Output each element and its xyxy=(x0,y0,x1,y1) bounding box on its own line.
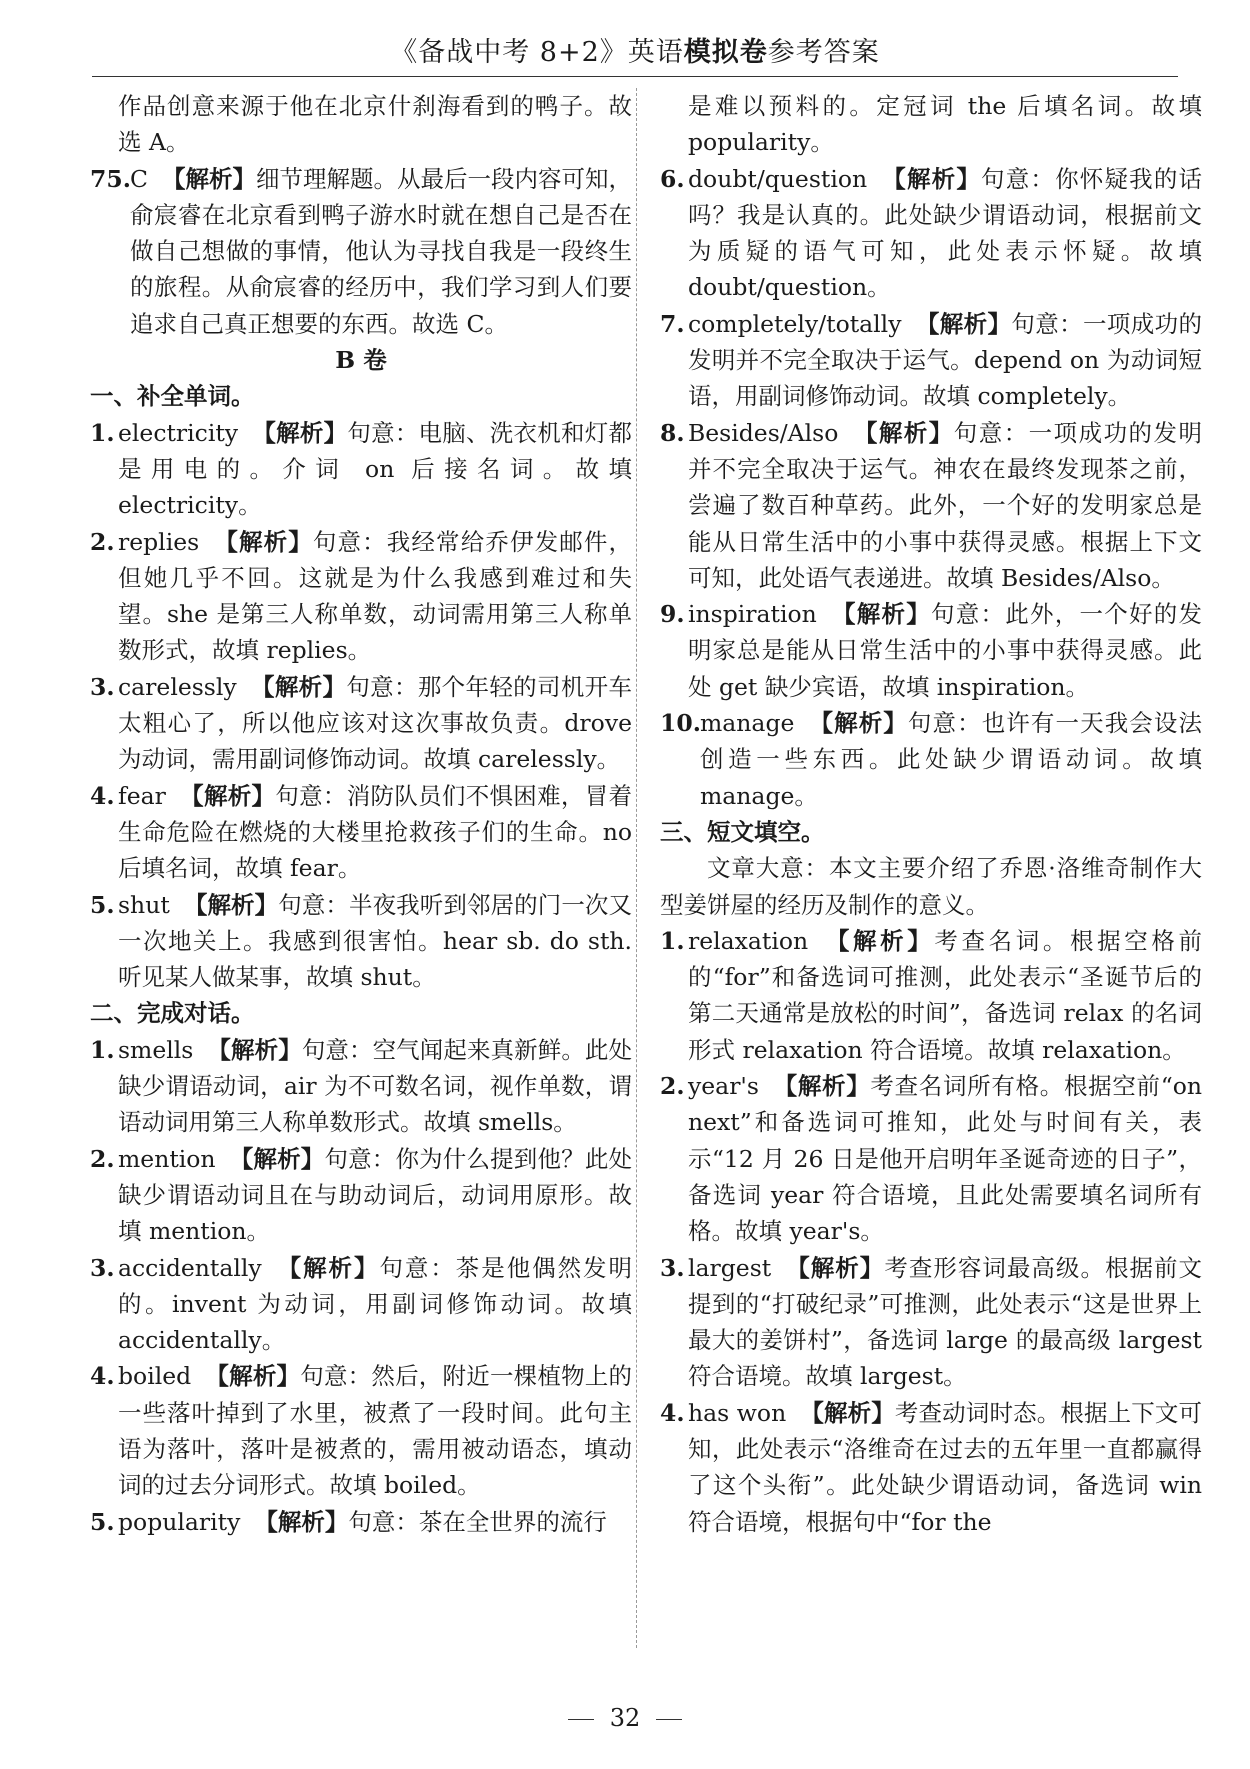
item-number: 6. xyxy=(660,164,685,193)
part3-intro: 文章大意：本文主要介绍了乔恩·洛维奇制作大型姜饼屋的经历及制作的意义。 xyxy=(660,854,1202,919)
analysis-tag: 【解析】 xyxy=(179,781,276,810)
analysis-tag: 【解析】 xyxy=(808,709,908,738)
item-number: 5. xyxy=(90,890,115,919)
left-column xyxy=(90,88,632,1540)
item-number: 10. xyxy=(660,709,701,738)
answer-item xyxy=(660,923,1202,1068)
footer-dash-left xyxy=(568,1719,594,1720)
answer-item xyxy=(660,306,1202,415)
item-number: 75. xyxy=(90,164,131,193)
analysis-tag: 【解析】 xyxy=(250,672,347,701)
page-number: 32 xyxy=(609,1704,641,1732)
analysis-tag: 【解析】 xyxy=(183,890,279,919)
answer-item xyxy=(660,596,1202,705)
analysis-tag: 【解析】 xyxy=(161,164,256,193)
item-number: 1. xyxy=(90,418,115,447)
page-footer xyxy=(0,1704,1250,1732)
item-explanation: 句意：半夜我听到邻居的门一次又一次地关上。我感到很害怕。hear sb. do sth. 听见某人做某事，故填 shut。 xyxy=(118,890,633,992)
item-explanation: 句意：空气闻起来真新鲜。此处缺少谓语动词，air 为不可数名词，视作单数，谓语动词用第三人称单数形式。故填 smells。 xyxy=(118,1035,633,1137)
item-number: 2. xyxy=(90,1144,115,1173)
analysis-tag: 【解析】 xyxy=(207,1035,302,1064)
item-answer: electricity xyxy=(118,418,239,447)
intro-line: 作品创意来源于他在北京什刹海看到的鸭子。故选 A。 xyxy=(118,92,632,157)
right-column xyxy=(660,88,1202,1540)
item-explanation: 句意：一项成功的发明并不完全取决于运气。depend on 为动词短语，用副词修饰动词。故填 completely。 xyxy=(688,309,1203,411)
item-answer: Besides/Also xyxy=(688,418,839,447)
item-explanation: 考查动词时态。根据上下文可知，此处表示“洛维奇在过去的五年里一直都赢得了这个头衔”。此处缺少谓语动词，备选词 win 符合语境，根据句中“for the xyxy=(688,1398,1203,1536)
item-explanation: 句意：一项成功的发明并不完全取决于运气。神农在最终发现茶之前，尝遍了数百种草药。此外，一个好的发明家总是能从日常生活中的小事中获得灵感。根据上下文可知，此处语气表递进。故填 Besides/Also。 xyxy=(688,418,1203,592)
answer-item xyxy=(90,778,632,887)
answer-item xyxy=(660,415,1202,596)
item-explanation: 句意：我经常给乔伊发邮件，但她几乎不回。这就是为什么我感到难过和失望。she 是第三人称单数，动词需用第三人称单数形式，故填 replies。 xyxy=(118,527,633,665)
item-answer: smells xyxy=(118,1035,194,1064)
answer-item xyxy=(660,1395,1202,1540)
answer-item xyxy=(90,524,632,669)
part2-heading: 二、完成对话。 xyxy=(90,999,255,1028)
answer-item-75 xyxy=(90,161,632,342)
item-number: 2. xyxy=(90,527,115,556)
analysis-tag: 【解析】 xyxy=(881,164,982,193)
item-explanation: 句意：然后，附近一棵植物上的一些落叶掉到了水里，被煮了一段时间。此句主语为落叶，落叶是被煮的，需用被动语态，填动词的过去分词形式。故填 boiled。 xyxy=(118,1362,633,1500)
continuation-text: 是难以预料的。定冠词 the 后填名词。故填 popularity。 xyxy=(688,92,1202,157)
item-answer: accidentally xyxy=(118,1253,262,1282)
item-explanation: 细节理解题。从最后一段内容可知，俞宸睿在北京看到鸭子游水时就在想自己是否在做自己想做的事情，他认为寻找自我是一段终生的旅程。从俞宸睿的经历中，我们学习到人们要追求自己真正想要的东西。故选 C。 xyxy=(130,164,633,338)
item-answer: replies xyxy=(118,527,200,556)
analysis-tag: 【解析】 xyxy=(830,600,932,629)
analysis-tag: 【解析】 xyxy=(785,1253,885,1282)
answer-item xyxy=(90,1032,632,1141)
item-explanation: 考查名词。根据空格前的“for”和备选词可推测，此处表示“圣诞节后的第二天通常是放松的时间”，备选词 relax 的名词形式 relaxation 符合语境。故填 relaxation。 xyxy=(688,926,1203,1064)
analysis-tag: 【解析】 xyxy=(822,926,935,955)
header-title-part1: 《备战中考 8+2》英语 xyxy=(390,37,684,68)
item-explanation: 句意：你为什么提到他？此处缺少谓语动词且在与助动词后，动词用原形。故填 mention。 xyxy=(118,1144,632,1246)
item-answer: year's xyxy=(688,1072,759,1101)
item-explanation: 考查名词所有格。根据空前“on next”和备选词可推知，此处与时间有关，表示“12 月 26 日是他开启明年圣诞奇迹的日子”，备选词 year 符合语境，且此处需要填名词所有格。故填 year's。 xyxy=(688,1072,1203,1246)
analysis-tag: 【解析】 xyxy=(254,1507,349,1536)
item-answer: inspiration xyxy=(688,600,817,629)
answer-item xyxy=(90,669,632,778)
item-explanation: 句意：茶是他偶然发明的。invent 为动词，用副词修饰动词。故填 accidentally。 xyxy=(118,1253,633,1355)
analysis-tag: 【解析】 xyxy=(852,418,954,447)
item-number: 5. xyxy=(90,1507,115,1536)
answer-item xyxy=(90,1250,632,1359)
answer-item xyxy=(90,887,632,996)
item-answer: carelessly xyxy=(118,672,237,701)
analysis-tag: 【解析】 xyxy=(800,1398,895,1427)
item-answer: mention xyxy=(118,1144,216,1173)
analysis-tag: 【解析】 xyxy=(772,1072,871,1101)
section-b-heading: B 卷 xyxy=(335,346,387,375)
item-number: 9. xyxy=(660,600,685,629)
footer-dash-right xyxy=(656,1719,682,1720)
item-answer: manage xyxy=(700,709,795,738)
item-answer: completely/totally xyxy=(688,309,902,338)
analysis-tag: 【解析】 xyxy=(275,1253,380,1282)
item-answer: popularity xyxy=(118,1507,241,1536)
answer-item xyxy=(90,1504,632,1540)
answer-item xyxy=(90,415,632,524)
item-answer: C xyxy=(130,164,148,193)
part3-heading: 三、短文填空。 xyxy=(660,817,825,846)
item-explanation: 句意：你怀疑我的话吗？我是认真的。此处缺少谓语动词，根据前文为质疑的语气可知，此处表示怀疑。故填 doubt/question。 xyxy=(688,164,1203,302)
item-number: 4. xyxy=(90,1362,115,1391)
answer-item xyxy=(90,1358,632,1503)
column-divider xyxy=(636,88,637,1648)
item-explanation: 句意：此外，一个好的发明家总是能从日常生活中的小事中获得灵感。此处 get 缺少宾语，故填 inspiration。 xyxy=(688,600,1203,701)
page-header xyxy=(92,30,1178,77)
item-explanation: 考查形容词最高级。根据前文提到的“打破纪录”可推测，此处表示“这是世界上最大的姜饼村”，备选词 large 的最高级 largest 符合语境。故填 largest。 xyxy=(688,1253,1203,1391)
item-answer: doubt/question xyxy=(688,164,868,193)
header-title-part3: 参考答案 xyxy=(767,37,880,68)
item-number: 3. xyxy=(90,672,115,701)
analysis-tag: 【解析】 xyxy=(213,527,313,556)
item-answer: largest xyxy=(688,1253,772,1282)
item-explanation: 句意：茶在全世界的流行 xyxy=(348,1507,607,1536)
item-explanation: 句意：电脑、洗衣机和灯都是用电的。介词 on 后接名词。故填 electricity。 xyxy=(118,418,633,520)
item-number: 1. xyxy=(90,1035,115,1064)
analysis-tag: 【解析】 xyxy=(205,1362,301,1391)
item-explanation: 句意：那个年轻的司机开车太粗心了，所以他应该对这次事故负责。drove 为动词，需用副词修饰动词。故填 carelessly。 xyxy=(118,672,633,774)
item-number: 4. xyxy=(660,1398,685,1427)
item-answer: shut xyxy=(118,890,170,919)
answer-item xyxy=(90,1141,632,1250)
answer-item xyxy=(660,1250,1202,1395)
item-answer: boiled xyxy=(118,1362,192,1391)
item-explanation: 句意：也许有一天我会设法创造一些东西。此处缺少谓语动词。故填 manage。 xyxy=(700,709,1203,810)
header-title-part2: 模拟卷 xyxy=(683,37,768,68)
part1-heading: 一、补全单词。 xyxy=(90,382,255,411)
answer-item xyxy=(660,161,1202,306)
item-number: 1. xyxy=(660,926,685,955)
answer-item xyxy=(660,705,1202,814)
analysis-tag: 【解析】 xyxy=(229,1144,325,1173)
item-number: 2. xyxy=(660,1072,685,1101)
item-number: 3. xyxy=(90,1253,115,1282)
item-answer: fear xyxy=(118,781,166,810)
analysis-tag: 【解析】 xyxy=(252,418,348,447)
item-answer: relaxation xyxy=(688,926,809,955)
item-number: 3. xyxy=(660,1253,685,1282)
item-number: 7. xyxy=(660,309,685,338)
answer-item xyxy=(660,1068,1202,1249)
analysis-tag: 【解析】 xyxy=(915,309,1012,338)
item-number: 4. xyxy=(90,781,115,810)
item-explanation: 句意：消防队员们不惧困难，冒着生命危险在燃烧的大楼里抢救孩子们的生命。no 后填名词，故填 fear。 xyxy=(118,781,632,883)
item-number: 8. xyxy=(660,418,685,447)
item-answer: has won xyxy=(688,1398,787,1427)
